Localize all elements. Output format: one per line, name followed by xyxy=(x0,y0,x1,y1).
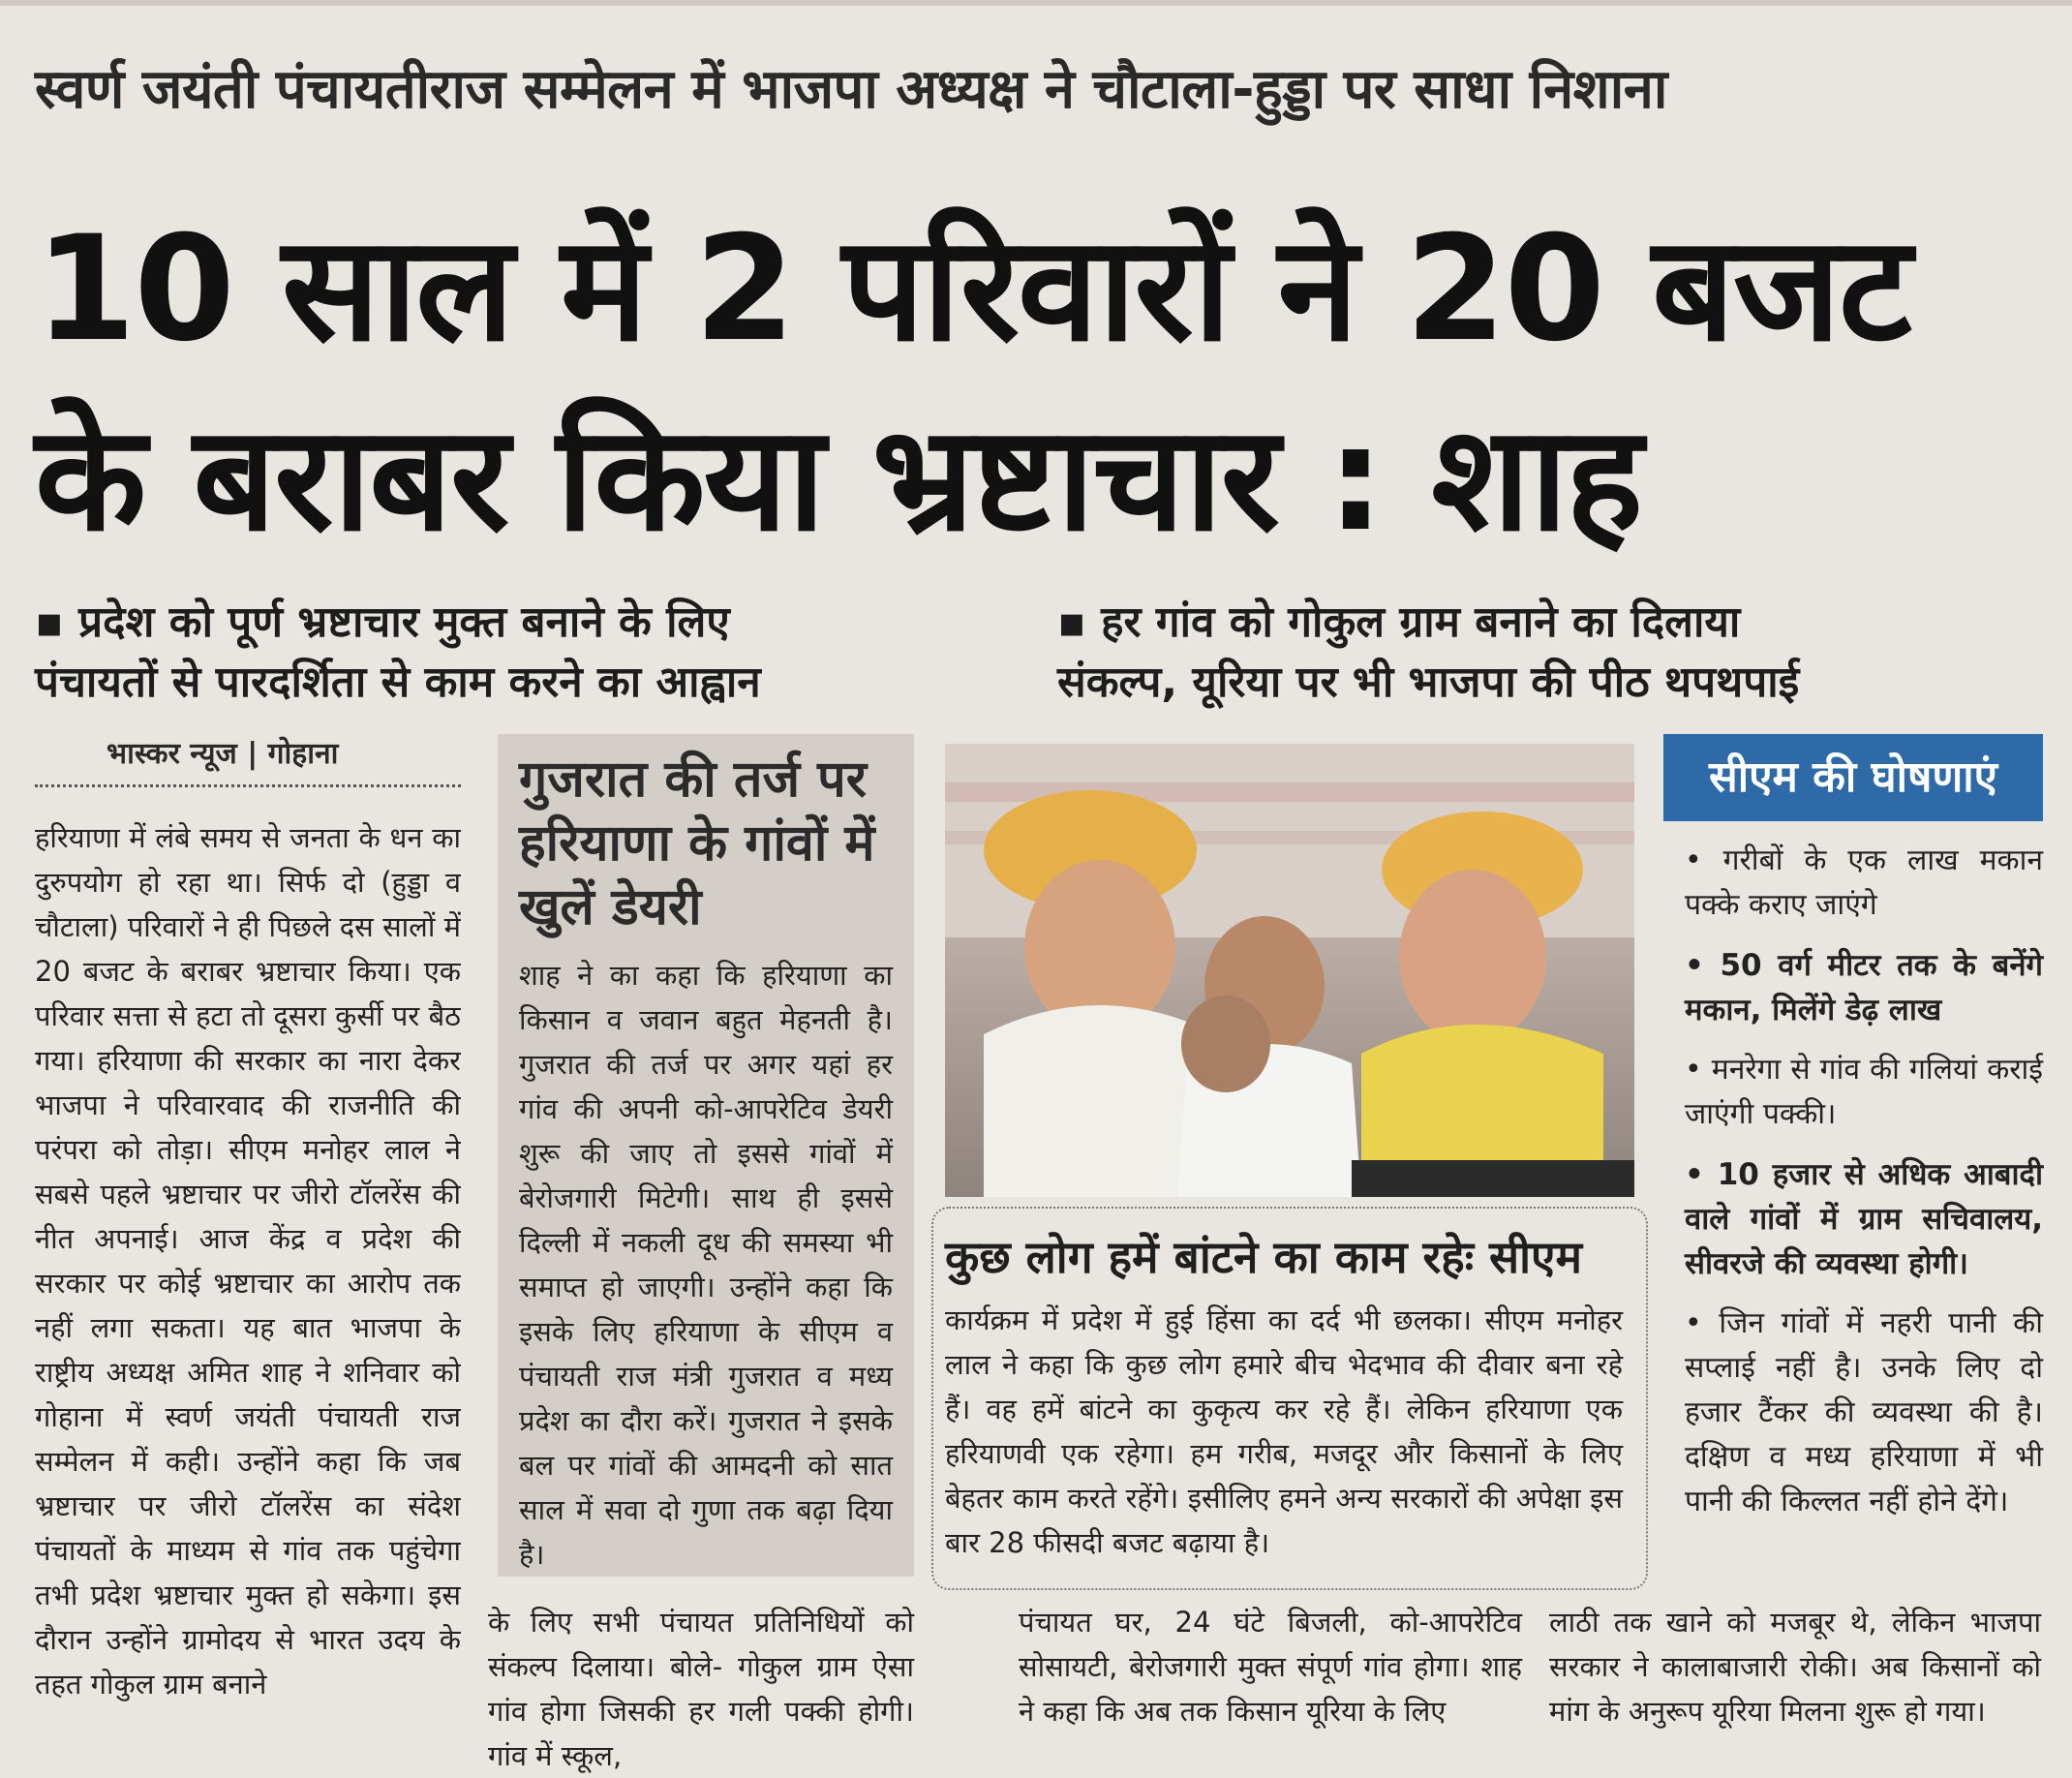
announcement-item: • गरीबों के एक लाख मकान पक्के कराए जाएंगे xyxy=(1685,843,2043,922)
main-headline-line-1: 10 साल में 2 परिवारों ने 20 बजट xyxy=(35,205,1910,374)
deck-right xyxy=(1057,593,2055,713)
deck-left xyxy=(35,593,1042,713)
photo-illustration xyxy=(945,744,1634,1197)
news-photo xyxy=(945,744,1634,1197)
deck-right-line-2: संकल्प, यूरिया पर भी भाजपा की पीठ थपथपाई xyxy=(1057,658,1800,707)
dairy-sidebar xyxy=(498,734,914,1577)
cm-quote-title: कुछ लोग हमें बांटने का काम रहेः सीएम xyxy=(945,1231,1582,1283)
byline-divider xyxy=(35,784,461,787)
cm-quote-body: कार्यक्रम में प्रदेश में हुई हिंसा का दर्द भी छलका। सीएम मनोहर लाल ने कहा कि कुछ लोग हमारे बीच भेदभाव की दीवार बना रहे हैं। वह हमें बांटने का कुकृत्य कर रहे हैं। लेकिन हरियाणा एक हरियाणवी एक रहेगा। हम गरीब, मजदूर और किसानों के लिए बेहतर काम करते रहेंगे। इसीलिए हमने अन्य सरकारों की अपेक्षा इस बार 28 फीसदी बजट बढ़ाया है। xyxy=(945,1303,1623,1559)
deck-left-line-1: ▪ प्रदेश को पूर्ण भ्रष्टाचार मुक्त बनाने के लिए xyxy=(35,598,730,647)
bottom-column-3: पंचायत घर, 24 घंटे बिजली, को-आपरेटिव सोसायटी, बेरोजगारी मुक्त संपूर्ण गांव होगा। शाह ने कहा कि अब तक किसान यूरिया के लिए xyxy=(1019,1606,1522,1728)
deck-left-line-2: पंचायतों से पारदर्शिता से काम करने का आह्वान xyxy=(35,658,761,707)
announcement-item: • जिन गांवों में नहरी पानी की सप्लाई नहीं है। उनके लिए दो हजार टैंकर की व्यवस्था की है। दक्षिण व मध्य हरियाणा में भी पानी की किल्लत नहीं होने देंगे। xyxy=(1685,1306,2043,1518)
main-article-text: हरियाणा में लंबे समय से जनता के धन का दुरुपयोग हो रहा था। सिर्फ दो (हुड्डा व चौटाला) परिवारों ने ही पिछले दस सालों में 20 बजट के बराबर भ्रष्टाचार किया। एक परिवार सत्ता से हटा तो दूसरा कुर्सी पर बैठ गया। हरियाणा की सरकार का नारा देकर भाजपा ने परिवारवाद की राजनीति की परंपरा को तोड़ा। सीएम मनोहर लाल ने सबसे पहले भ्रष्टाचार पर जीरो टॉलरेंस की नीत अपनाई। आज केंद्र व प्रदेश की सरकार पर कोई भ्रष्टाचार का आरोप तक नहीं लगा सकता। यह बात भाजपा के राष्ट्रीय अध्यक्ष अमित शाह ने शनिवार को गोहाना में स्वर्ण जयंती पंचायती राज सम्मेलन में कही। उन्होंने कहा कि जब भ्रष्टाचार पर जीरो टॉलरेंस का संदेश पंचायतों के माध्यम से गांव तक पहुंचेगा तभी प्रदेश भ्रष्टाचार मुक्त हो सकेगा। इस दौरान उन्होंने ग्रामोदय से भारत उदय के तहत गोकुल ग्राम बनाने xyxy=(35,821,461,1701)
sidebar-body: शाह ने का कहा कि हरियाणा का किसान व जवान बहुत मेहनती है। गुजरात की तर्ज पर अगर यहां हर गांव की अपनी को-आपरेटिव डेयरी शुरू की जाए तो इससे गांवों में बेरोजगारी मिटेगी। साथ ही इससे दिल्ली में नकली दूध की समस्या भी समाप्त हो जाएगी। उन्होंने कहा कि इसके लिए हरियाणा के सीएम व पंचायती राज मंत्री गुजरात व मध्य प्रदेश का दौरा करें। गुजरात ने इसके बल पर गांवों की आमदनी को सात साल में सवा दो गुणा तक बढ़ा दिया है। xyxy=(519,959,893,1571)
announcements-title: सीएम की घोषणाएं xyxy=(1663,734,2043,821)
deck-right-line-1: ▪ हर गांव को गोकुल ग्राम बनाने का दिलाया xyxy=(1057,598,1741,647)
kicker-headline: स्वर्ण जयंती पंचायतीराज सम्मेलन में भाजपा अध्यक्ष ने चौटाला-हुड्डा पर साधा निशाना xyxy=(35,58,1667,121)
announcement-item: • 50 वर्ग मीटर तक के बनेंगे मकान, मिलेंगे डेढ़ लाख xyxy=(1685,948,2043,1027)
announcement-item: • 10 हजार से अधिक आबादी वाले गांवों में ग्राम सचिवालय, सीवरजे की व्यवस्था होगी। xyxy=(1685,1157,2043,1281)
top-rule xyxy=(0,0,2072,6)
announcements-list xyxy=(1685,839,2043,1540)
main-headline-line-2: के बराबर किया भ्रष्टाचार : शाह xyxy=(35,395,1641,564)
announcement-item: • मनरेगा से गांव की गलियां कराई जाएंगी पक्की। xyxy=(1685,1053,2043,1131)
sidebar-title: गुजरात की तर्ज पर हरियाणा के गांवों में खुलें डेयरी xyxy=(519,751,875,936)
bottom-column-4: लाठी तक खाने को मजबूर थे, लेकिन भाजपा सरकार ने कालाबाजारी रोकी। अब किसानों को मांग के अनुरूप यूरिया मिलना शुरू हो गया। xyxy=(1549,1606,2041,1728)
bottom-column-2: के लिए सभी पंचायत प्रतिनिधियों को संकल्प दिलाया। बोले- गोकुल ग्राम ऐसा गांव होगा जिसकी हर गली पक्की होगी। गांव में स्कूल, xyxy=(488,1606,914,1772)
byline: भास्कर न्यूज | गोहाना xyxy=(107,737,339,771)
